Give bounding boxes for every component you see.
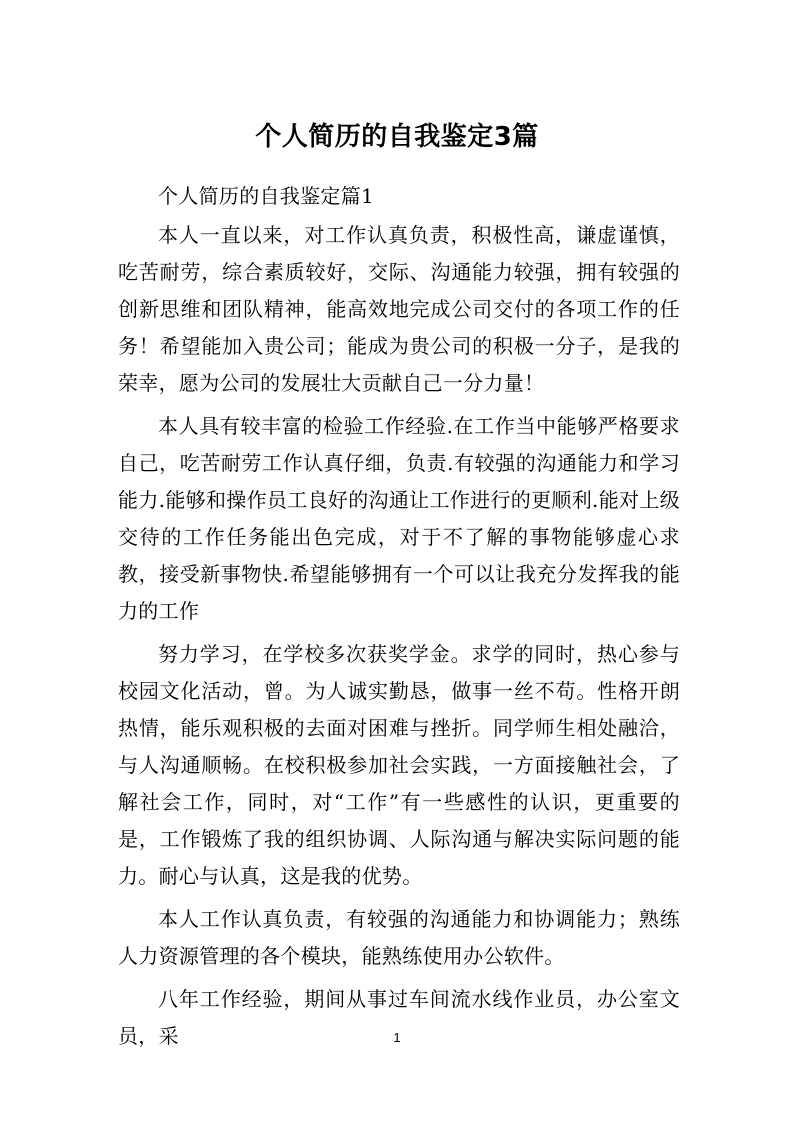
paragraph-1: 本人一直以来，对工作认真负责，积极性高，谦虚谨慎，吃苦耐劳，综合素质较好，交际、沟通能力较强，拥有较强的创新思维和团队精神，能高效地完成公司交付的各项工作的任务！希望能加入贵公司；能成为贵公司的积极一分子，是我的荣幸，愿为公司的发展壮大贡献自己一分力量！: [118, 223, 680, 395]
paragraph-5: 八年工作经验，期间从事过车间流水线作业员，办公室文员，采: [118, 987, 680, 1048]
document-title: 个人简历的自我鉴定3篇: [255, 122, 539, 152]
paragraph-3: 努力学习，在学校多次获奖学金。求学的同时，热心参与校园文化活动，曾。为人诚实勤恳，做事一丝不苟。性格开朗热情，能乐观积极的去面对困难与挫折。同学师生相处融洽，与人沟通顺畅。在校积极参加社会实践，一方面接触社会，了解社会工作，同时，对“工作”有一些感性的认识，更重要的是，工作锻炼了我的组织协调、人际沟通与解决实际问题的能力。耐心与认真，这是我的优势。: [118, 642, 680, 888]
paragraph-4: 本人工作认真负责，有较强的沟通能力和协调能力；熟练人力资源管理的各个模块，能熟练使用办公软件。: [118, 907, 680, 968]
paragraph-2: 本人具有较丰富的检验工作经验.在工作当中能够严格要求自己，吃苦耐劳工作认真仔细，负责.有较强的沟通能力和学习能力.能够和操作员工良好的沟通让工作进行的更顺利.能对上级交待的工作任务能出色完成，对于不了解的事物能够虚心求教，接受新事物快.希望能够拥有一个可以让我充分发挥我的能力的工作: [118, 414, 680, 623]
section-heading: 个人简历的自我鉴定篇1: [158, 184, 375, 208]
page-number: 1: [393, 1030, 401, 1045]
document-body: [118, 178, 680, 1061]
